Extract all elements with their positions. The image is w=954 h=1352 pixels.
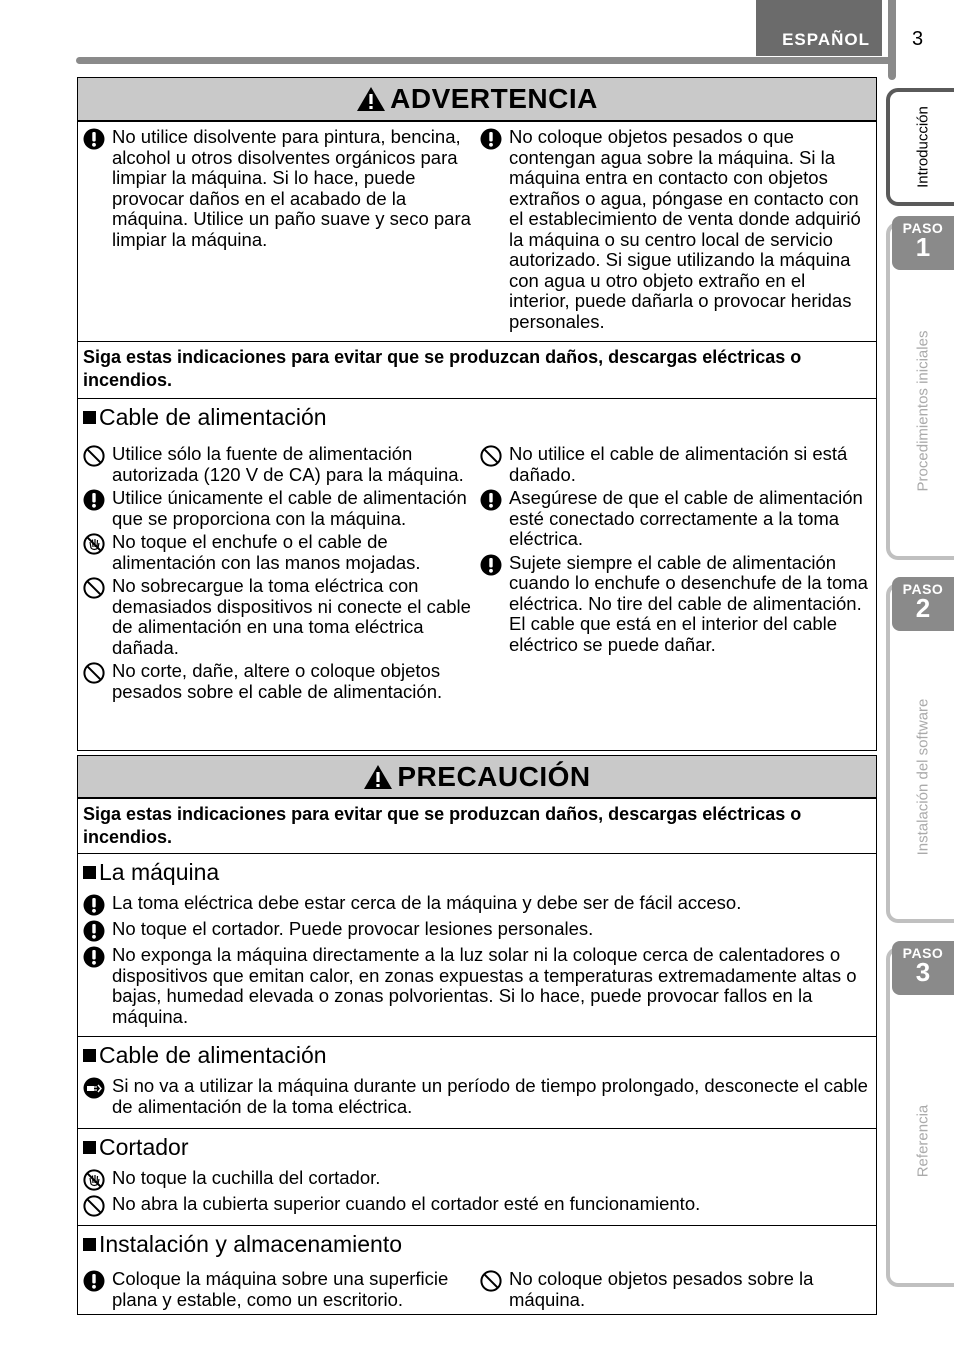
caution-item — [83, 1168, 871, 1191]
warning-note: Siga estas indicaciones para evitar que se produzcan daños, descargas eléctricas o incendios. — [83, 347, 802, 390]
paso-number: 3 — [915, 957, 931, 987]
caution-item-text: La toma eléctrica debe estar cerca de la máquina y debe ser de fácil acceso. — [112, 892, 742, 913]
mandatory-icon — [83, 1270, 105, 1292]
side-section-step-2[interactable] — [886, 583, 954, 923]
caution-item-text: No exponga la máquina directamente a la luz solar ni la coloque cerca de calentadores o dispositivos que emitan calor, en zonas expuestas a temperaturas extremadamente altas o bajas, humedad elevada o zonas polvorientas. Si lo hace, puede provocar fallos en la máquina. — [112, 944, 857, 1027]
mandatory-icon — [83, 894, 105, 916]
warning-power-cable-title — [83, 403, 871, 431]
caution-item-text: Si no va a utilizar la máquina durante un período de tiempo prolongado, desconecte el cable de alimentación de la toma eléctrica. — [112, 1075, 868, 1117]
paso-label: PASO — [902, 220, 944, 236]
bullet-square-icon — [83, 1238, 96, 1251]
side-section-step-3[interactable] — [886, 947, 954, 1287]
bullet-square-icon — [83, 1141, 96, 1154]
bullet-square-icon — [83, 411, 96, 424]
paso-number: 2 — [915, 593, 931, 623]
warning-triangle-icon — [363, 764, 393, 790]
section-title-text: La máquina — [99, 859, 220, 885]
paso-badge-2[interactable] — [892, 577, 954, 631]
warning-item — [480, 444, 871, 485]
caution-item-text: No toque el cortador. Puede provocar lesiones personales. — [112, 918, 594, 939]
warning-item-text: Sujete siempre el cable de alimentación cuando lo enchufe o desenchufe de la toma eléctrica. No tire del cable de alimentación. El cable que está en el interior del cable eléctrico se puede dañar. — [509, 551, 868, 655]
caution-box — [77, 755, 877, 1315]
caution-item — [83, 893, 871, 916]
bullet-square-icon — [83, 1049, 96, 1062]
paso-label: PASO — [902, 581, 944, 597]
step-3-label: Referencia — [914, 1104, 932, 1178]
warning-box — [77, 77, 877, 751]
warning-item-text: Utilice únicamente el cable de alimentación que se proporciona con la máquina. — [112, 487, 467, 529]
prohibited-icon — [83, 662, 105, 684]
caution-title: PRECAUCIÓN — [397, 760, 591, 792]
mandatory-icon — [480, 554, 502, 576]
unplug-icon — [83, 1077, 105, 1099]
paso-label: PASO — [902, 945, 944, 961]
mandatory-icon — [83, 128, 105, 150]
caution-item — [480, 1269, 871, 1310]
paso-number: 1 — [915, 232, 931, 262]
warning-item-text: No utilice el cable de alimentación si está dañado. — [509, 443, 848, 485]
caution-cutter-title — [83, 1133, 871, 1161]
mandatory-icon — [480, 128, 502, 150]
caution-item — [83, 1194, 871, 1217]
caution-machine-section — [78, 853, 876, 1036]
language-tab — [756, 0, 882, 56]
section-title-text: Cortador — [99, 1134, 189, 1160]
warning-title: ADVERTENCIA — [390, 83, 598, 114]
caution-note-section — [78, 798, 876, 853]
no-touch-icon — [83, 1169, 105, 1191]
page-number: 3 — [912, 28, 924, 50]
step-2-label: Instalación del software — [914, 698, 932, 856]
caution-item-text: Coloque la máquina sobre una superficie plana y estable, como un escritorio. — [112, 1268, 449, 1310]
no-touch-icon — [83, 533, 105, 555]
paso-badge-1[interactable] — [892, 216, 954, 270]
caution-machine-title — [83, 858, 871, 886]
warning-item-text: No corte, dañe, altere o coloque objetos pesados sobre el cable de alimentación. — [112, 660, 443, 702]
mandatory-icon — [83, 946, 105, 968]
paso-badge-3[interactable] — [892, 941, 954, 995]
caution-item-text: No toque la cuchilla del cortador. — [112, 1167, 381, 1188]
header-divider — [888, 0, 896, 80]
warning-item-text: Utilice sólo la fuente de alimentación autorizada (120 V de CA) para la máquina. — [112, 443, 464, 485]
warning-item — [83, 532, 474, 573]
warning-item — [83, 444, 474, 485]
warning-item — [83, 488, 474, 529]
warning-note-section — [78, 341, 876, 398]
caution-item-text: No abra la cubierta superior cuando el cortador esté en funcionamiento. — [112, 1193, 701, 1214]
warning-item — [480, 127, 871, 332]
mandatory-icon — [480, 489, 502, 511]
warning-power-cable-section — [78, 398, 876, 708]
caution-cutter-section — [78, 1128, 876, 1225]
prohibited-icon — [83, 1195, 105, 1217]
caution-item — [83, 1076, 871, 1117]
mandatory-icon — [83, 489, 105, 511]
caution-header — [78, 756, 876, 798]
caution-item-text: No coloque objetos pesados sobre la máquina. — [509, 1268, 814, 1310]
caution-power-cable-section — [78, 1036, 876, 1128]
warning-item-text: No sobrecargue la toma eléctrica con demasiados dispositivos ni conecte el cable de alimentación en una toma eléctrica dañada. — [112, 575, 471, 658]
side-section-step-1[interactable] — [886, 222, 954, 560]
caution-installation-title — [83, 1230, 871, 1258]
header-rule — [76, 57, 896, 64]
prohibited-icon — [83, 445, 105, 467]
warning-item-text: No coloque objetos pesados o que contengan agua sobre la máquina. Si la máquina entra en contacto con objetos extraños o agua, póngase en contacto con el establecimiento de venta donde adquirió la máquina o su centro local de servicio autorizado. Si sigue utilizando la máquina con agua u otro objeto extraño en el interior, puede dañarla o provocar heridas personales. — [509, 126, 861, 332]
warning-triangle-icon — [356, 86, 386, 112]
caution-note: Siga estas indicaciones para evitar que se produzcan daños, descargas eléctricas o incendios. — [83, 804, 802, 847]
warning-item-text: No utilice disolvente para pintura, bencina, alcohol u otros disolventes orgánicos para limpiar la máquina. Si lo hace, puede provocar daños en el acabado de la máquina. Utilice un paño suave y seco para limpiar la máquina. — [112, 126, 471, 250]
step-1-label: Procedimientos iniciales — [914, 330, 932, 492]
section-title-text: Cable de alimentación — [99, 1042, 327, 1068]
warning-item — [83, 576, 474, 658]
side-tab-intro[interactable] — [886, 88, 954, 206]
warning-item — [83, 661, 474, 702]
mandatory-icon — [83, 920, 105, 942]
warning-header — [78, 78, 876, 121]
prohibited-icon — [83, 577, 105, 599]
warning-item — [480, 488, 871, 550]
caution-item — [83, 919, 871, 942]
section-title-text: Cable de alimentación — [99, 404, 327, 430]
language-label: ESPAÑOL — [782, 30, 870, 49]
side-tab-intro-label: Introducción — [914, 106, 932, 188]
prohibited-icon — [480, 1270, 502, 1292]
warning-item — [480, 553, 871, 656]
warning-item-text: No toque el enchufe o el cable de alimentación con las manos mojadas. — [112, 531, 421, 573]
caution-item — [83, 1269, 474, 1310]
warning-item-text: Asegúrese de que el cable de alimentación esté conectado correctamente a la toma eléctrica. — [509, 487, 863, 549]
warning-general-section — [78, 121, 876, 341]
warning-item — [83, 127, 474, 250]
caution-installation-section — [78, 1225, 876, 1316]
section-title-text: Instalación y almacenamiento — [99, 1231, 402, 1257]
bullet-square-icon — [83, 866, 96, 879]
prohibited-icon — [480, 445, 502, 467]
caution-item — [83, 945, 871, 1027]
caution-power-cable-title — [83, 1041, 871, 1069]
